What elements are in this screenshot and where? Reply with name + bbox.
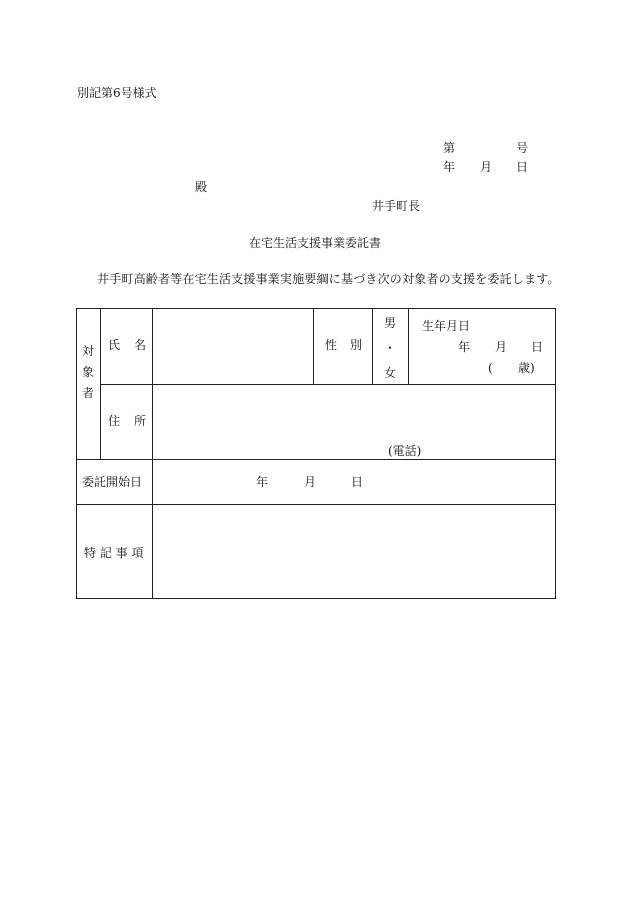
number-suffix: 号 bbox=[516, 141, 529, 155]
sex-birth-divider bbox=[408, 308, 409, 384]
male-option[interactable]: 男 bbox=[384, 316, 397, 330]
name-label-2: 名 bbox=[134, 338, 147, 352]
phone-label: (電話) bbox=[388, 444, 422, 458]
date-year: 年 bbox=[443, 160, 456, 174]
address-label-2: 所 bbox=[134, 414, 147, 428]
address-field[interactable] bbox=[154, 386, 554, 457]
table-border-top bbox=[76, 308, 556, 309]
sex-label-divider bbox=[372, 308, 373, 384]
start-date-field[interactable] bbox=[154, 461, 554, 502]
subject-startdate-divider bbox=[76, 459, 556, 460]
subject-label-divider bbox=[100, 308, 101, 459]
start-date-label: 委託開始日 bbox=[82, 475, 143, 489]
name-field[interactable] bbox=[154, 310, 311, 382]
age-open: ( bbox=[488, 361, 493, 375]
name-address-divider bbox=[100, 384, 556, 385]
subject-label: 対象者 bbox=[81, 344, 94, 400]
notes-label: 特 記 事 項 bbox=[84, 546, 144, 560]
startdate-notes-divider bbox=[76, 504, 556, 505]
age-close: 歳) bbox=[518, 361, 535, 375]
table-border-right bbox=[555, 308, 556, 599]
start-month: 月 bbox=[304, 475, 317, 489]
name-label-1: 氏 bbox=[108, 338, 121, 352]
birth-year: 年 bbox=[458, 340, 471, 354]
issuer: 井手町長 bbox=[372, 199, 421, 213]
birth-date-label: 生年月日 bbox=[422, 319, 471, 333]
form-id: 別記第6号様式 bbox=[77, 86, 157, 100]
table-border-left bbox=[76, 308, 77, 599]
sex-separator: ・ bbox=[384, 341, 397, 355]
female-option[interactable]: 女 bbox=[384, 366, 397, 380]
address-label-1: 住 bbox=[108, 414, 121, 428]
start-year: 年 bbox=[256, 475, 269, 489]
notes-field[interactable] bbox=[154, 506, 554, 597]
label-column-divider bbox=[152, 308, 153, 599]
birth-month: 月 bbox=[495, 340, 508, 354]
form-table bbox=[76, 308, 556, 599]
sex-label-1: 性 bbox=[325, 338, 338, 352]
start-day: 日 bbox=[351, 475, 364, 489]
name-sex-divider bbox=[313, 308, 314, 384]
document-title: 在宅生活支援事業委託書 bbox=[248, 236, 381, 250]
intro-text: 井手町高齢者等在宅生活支援事業実施要綱に基づき次の対象者の支援を委託します。 bbox=[97, 272, 560, 286]
date-day: 日 bbox=[516, 160, 529, 174]
sex-label-2: 別 bbox=[350, 338, 363, 352]
addressee-suffix: 殿 bbox=[195, 180, 208, 194]
table-border-bottom bbox=[76, 598, 556, 599]
date-month: 月 bbox=[480, 160, 493, 174]
birth-day: 日 bbox=[531, 340, 544, 354]
number-prefix: 第 bbox=[443, 141, 456, 155]
